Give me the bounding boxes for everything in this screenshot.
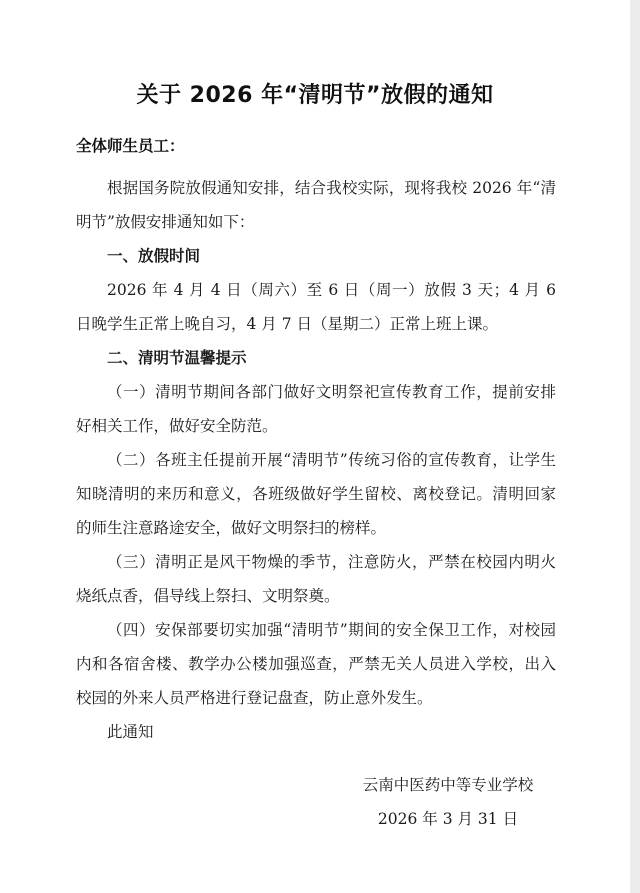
page-edge-shade bbox=[630, 0, 640, 893]
holiday-time-paragraph: 2026 年 4 月 4 日（周六）至 6 日（周一）放假 3 天；4 月 6 日晚学生正常上晚自习，4 月 7 日（星期二）正常上班上课。 bbox=[76, 281, 556, 333]
section-heading-reminders: 二、清明节温馨提示 bbox=[107, 349, 247, 367]
reminder-item-2: （二）各班主任提前开展“清明节”传统习俗的宣传教育，让学生知晓清明的来历和意义，各班级做好学生留校、离校登记。清明回家的师生注意路途安全，做好文明祭扫的榜样。 bbox=[76, 451, 556, 537]
notice-body bbox=[76, 171, 556, 749]
closing-line: 此通知 bbox=[107, 723, 154, 741]
section-heading-holiday-time: 一、放假时间 bbox=[107, 247, 201, 265]
reminder-item-1: （一）清明节期间各部门做好文明祭祀宣传教育工作，提前安排好相关工作，做好安全防范。 bbox=[76, 383, 556, 435]
signature-block bbox=[348, 768, 548, 836]
document-title: 关于 2026 年“清明节”放假的通知 bbox=[136, 83, 494, 108]
reminder-item-3: （三）清明正是风干物燥的季节，注意防火，严禁在校园内明火烧纸点香，倡导线上祭扫、文明祭奠。 bbox=[76, 553, 556, 605]
signature-date: 2026 年 3 月 31 日 bbox=[377, 810, 519, 828]
addressee: 全体师生员工： bbox=[76, 137, 185, 155]
signature-organization: 云南中医药中等专业学校 bbox=[362, 776, 534, 794]
reminder-item-4: （四）安保部要切实加强“清明节”期间的安全保卫工作，对校园内和各宿舍楼、教学办公楼加强巡查，严禁无关人员进入学校，出入校园的外来人员严格进行登记盘查，防止意外发生。 bbox=[76, 621, 556, 707]
intro-paragraph: 根据国务院放假通知安排，结合我校实际，现将我校 2026 年“清明节”放假安排通知如下： bbox=[76, 179, 556, 231]
